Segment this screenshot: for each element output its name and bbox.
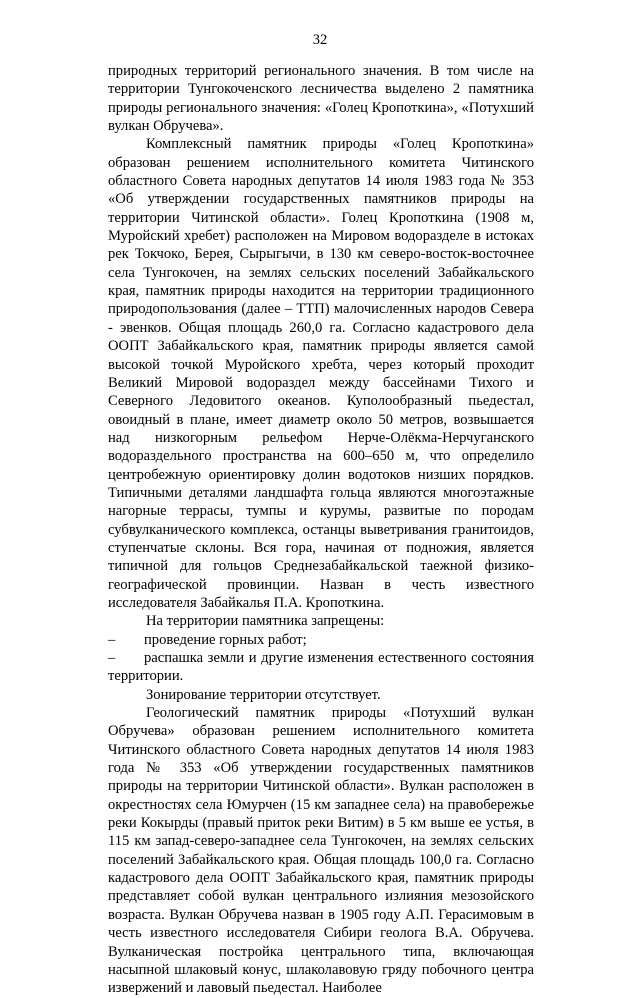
list-item-plowing	[108, 649, 534, 686]
paragraph-obruchev-volcano: Геологический памятник природы «Потухший вулкан Обручева» образован решением исполнительного комитета Читинского областного Совета народных депутатов 14 июля 1983 года № 353 «Об утверждении государственных памятников природы на территории Читинской области». Вулкан расположен в окрестностях села Юмурчен (15 км западнее села) на правобережье реки Кокырды (правый приток реки Витим) в 5 км выше ее устья, в 115 км запад-северо-западнее села Тунгокочен, на землях сельских поселений Забайкальского края. Общая площадь 100,0 га. Согласно кадастрового дела ООПТ Забайкальского края, памятник природы представляет собой вулкан центрального излияния мезозойского возраста. Вулкан Обручева назван в 1905 году А.П. Герасимовым в честь известного исследователя Сибири геолога В.А. Обручева. Вулканическая постройка центрального типа, включающая насыпной шлаковый конус, шлаколавовую гряду побочного центра извержений и лавовый пьедестал. Наиболее	[108, 705, 534, 997]
paragraph-prohibitions-heading: На территории памятника запрещены:	[146, 613, 385, 630]
list-item-text: распашка земли и другие изменения естественного состояния территории.	[108, 650, 534, 685]
list-dash: –	[108, 650, 116, 666]
paragraph-golets-kropotkina: Комплексный памятник природы «Голец Кропоткина» образован решением исполнительного комитета Читинского областного Совета народных депутатов 14 июля 1983 года № 353 «Об утверждении государственных памятников природы на территории Читинской области». Голец Кропоткина (1908 м, Муройский хребет) расположен на Мировом водоразделе в истоках рек Токчоко, Берея, Сырыгычи, в 130 км северо-восток-восточнее села Тунгокочен, на землях сельских поселений Забайкальского края, памятник природы находится на территории традиционного природопользования (далее – ТТП) малочисленных народов Севера - эвенков. Общая площадь 260,0 га. Согласно кадастрового дела ООПТ Забайкальского края, памятник природы является самой высокой точкой Муройского хребта, через который проходит Великий Мировой водораздел между бассейнами Тихого и Северного Ледовитого океанов. Куполообразный пьедестал, овоидный в плане, имеет диаметр около 50 метров, возвышается над низкогорным рельефом Нерче-Олёкма-Нерчуганского водораздельного пространства на 600–650 м, что определило центробежную ориентировку долин водотоков низших порядков. Типичными деталями ландшафта гольца являются многоэтажные нагорные террасы, тумпы и курумы, развитые по породам субвулканического комплекса, останцы выветривания гранитоидов, ступенчатые склоны. Вся гора, начиная от подножия, является типичной для гольцов Среднезабайкальской таежной физико-географической провинции. Назван в честь известного исследователя Забайкалья П.А. Кропоткина.	[108, 136, 534, 611]
paragraph-intro: природных территорий регионального значения. В том числе на территории Тунгокоченского лесничества выделено 2 памятника природы регионального значения: «Голец Кропоткина», «Потухший вулкан Обручева».	[108, 63, 534, 135]
document-body	[108, 62, 534, 998]
list-item-mining	[108, 631, 534, 649]
list-item-text: проведение горных работ;	[144, 631, 307, 648]
page-number: 32	[312, 32, 328, 48]
list-dash: –	[108, 631, 116, 648]
paragraph-zoning: Зонирование территории отсутствует.	[146, 686, 381, 703]
